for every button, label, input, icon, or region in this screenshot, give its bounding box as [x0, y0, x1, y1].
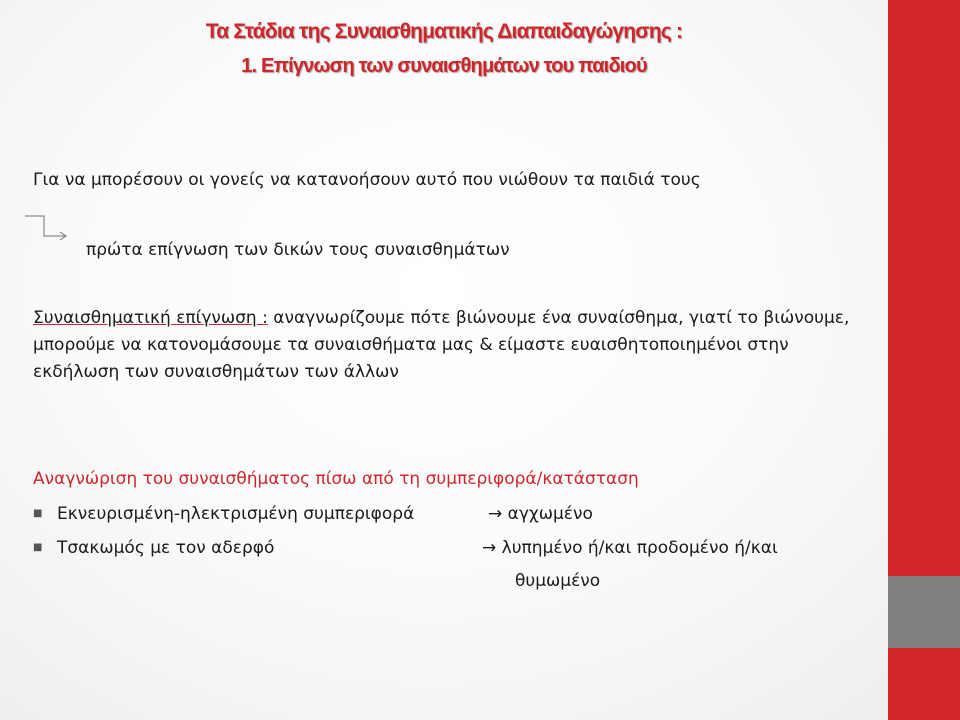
list-item-behavior: Τσακωμός με τον αδερφό — [57, 538, 275, 558]
intro-line: Για να μπορέσουν οι γονείς να κατανοήσουν αυτό που νιώθουν τα παιδιά τους — [33, 170, 701, 190]
definition-paragraph — [33, 305, 878, 386]
definition-text: αναγνωρίζουμε πότε βιώνουμε ένα συναίσθημα, γιατί το βιώνουμε, μπορούμε να κατονομάσουμε τα συναισθήματα μας & είμαστε ευαισθητοποιημένοι στην εκδήλωση των συναισθημάτων των άλλων — [33, 308, 850, 382]
page-subtitle: 1. Επίγνωση των συναισθημάτων του παιδιού — [241, 55, 647, 77]
sidebar-decoration — [888, 0, 960, 720]
bullet-icon: ■ — [33, 508, 43, 519]
recognition-heading: Αναγνώριση του συναισθήματος πίσω από τη συμπεριφορά/κατάσταση — [33, 469, 639, 489]
elbow-arrow-icon — [24, 213, 70, 243]
bullet-icon: ■ — [33, 542, 43, 553]
intro-followup: πρώτα επίγνωση των δικών τους συναισθημάτων — [86, 240, 510, 260]
page-title: Τα Στάδια της Συναισθηματικής Διαπαιδαγώγησης : — [205, 20, 683, 43]
list-item-emotion-continued: θυμωμένο — [515, 571, 601, 591]
right-arrow-icon: → — [482, 538, 497, 558]
sidebar-gray-block — [888, 576, 960, 648]
right-arrow-icon: → — [488, 504, 503, 524]
sidebar-red-bottom-block — [888, 648, 960, 720]
list-item-behavior: Εκνευρισμένη-ηλεκτρισμένη συμπεριφορά — [57, 504, 415, 524]
definition-term: Συναισθηματική επίγνωση : — [33, 308, 268, 328]
list-item-emotion: → αγχωμένο — [488, 504, 593, 524]
list-item-emotion: → λυπημένο ή/και προδομένο ή/και — [482, 538, 778, 558]
sidebar-red-block — [888, 0, 960, 576]
